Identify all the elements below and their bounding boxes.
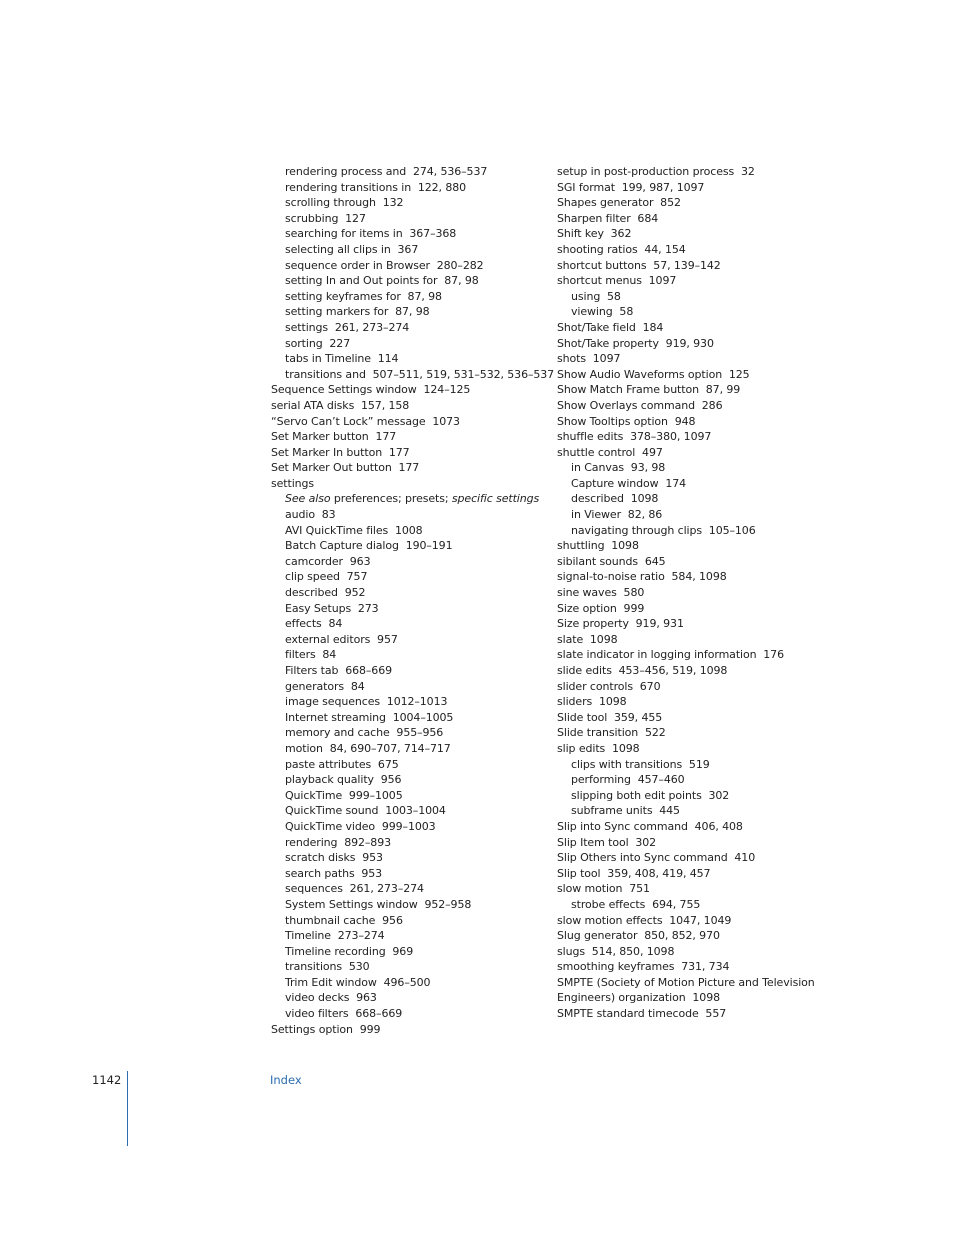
see-also-targets: preferences; presets; [330,492,452,506]
index-entry: slider controls 670 [557,679,661,693]
index-entry: SMPTE standard timecode 557 [557,1007,727,1021]
index-entry: Sequence Settings window 124–125 [271,383,471,397]
index-subentry: effects 84 [285,617,343,631]
index-subentry: image sequences 1012–1013 [285,695,448,709]
index-entry: sliders 1098 [557,695,627,709]
index-entry: Slip into Sync command 406, 408 [557,819,743,833]
index-subentry: clips with transitions 519 [571,757,710,771]
index-subentry: transitions and 507–511, 519, 531–532, 536–537 [285,367,555,381]
index-entry: shots 1097 [557,352,621,366]
index-subentry: camcorder 963 [285,554,371,568]
index-subentry: QuickTime video 999–1003 [285,819,436,833]
index-entry: Show Match Frame button 87, 99 [557,383,741,397]
index-subentry: rendering 892–893 [285,835,391,849]
index-entry: settings [271,476,315,490]
index-subentry: scrubbing 127 [285,211,366,225]
index-subentry: QuickTime sound 1003–1004 [285,804,446,818]
index-subentry [271,491,551,507]
index-entry: Slide transition 522 [557,726,666,740]
index-entry: Slip Others into Sync command 410 [557,851,756,865]
index-entry: Slide tool 359, 455 [557,710,663,724]
index-subentry: using 58 [571,289,621,303]
index-subentry: playback quality 956 [285,773,402,787]
index-subentry: setting In and Out points for 87, 98 [285,274,479,288]
index-entry: Set Marker Out button 177 [271,461,420,475]
index-subentry: performing 457–460 [571,773,685,787]
section-label: Index [270,1073,302,1087]
index-entry: setup in post-production process 32 [557,165,755,178]
index-subentry: thumbnail cache 956 [285,913,403,927]
index-subentry: in Canvas 93, 98 [571,461,666,475]
index-entry: shortcut menus 1097 [557,274,677,288]
index-entry: slip edits 1098 [557,741,640,755]
index-entry: SMPTE (Society of Motion Picture and Television [557,975,815,989]
index-entry: Size property 919, 931 [557,617,684,631]
index-subentry: filters 84 [285,648,337,662]
index-subentry: described 1098 [571,492,659,506]
index-subentry: Trim Edit window 496–500 [285,975,431,989]
index-subentry: memory and cache 955–956 [285,726,444,740]
index-entry: smoothing keyframes 731, 734 [557,960,730,974]
index-subentry: in Viewer 82, 86 [571,508,663,522]
index-entry: Set Marker button 177 [271,430,397,444]
index-subentry: tabs in Timeline 114 [285,352,399,366]
index-subentry: paste attributes 675 [285,757,399,771]
index-subentry: motion 84, 690–707, 714–717 [285,741,451,755]
index-column-right [557,164,827,1022]
index-subentry: Easy Setups 273 [285,601,379,615]
index-entry: slow motion effects 1047, 1049 [557,913,732,927]
index-subentry: clip speed 757 [285,570,368,584]
index-subentry: sequence order in Browser 280–282 [285,258,484,272]
index-column-left [271,164,555,1037]
index-subentry: Capture window 174 [571,476,687,490]
index-entry: shooting ratios 44, 154 [557,242,686,256]
index-subentry: video decks 963 [285,991,377,1005]
index-subentry: scratch disks 953 [285,851,383,865]
index-entry: slugs 514, 850, 1098 [557,944,675,958]
footer-rule [127,1071,128,1146]
index-subentry: described 952 [285,586,366,600]
index-subentry: video filters 668–669 [285,1007,403,1021]
index-entry: Shot/Take property 919, 930 [557,336,714,350]
index-entry: Slug generator 850, 852, 970 [557,929,720,943]
index-entry: Slip Item tool 302 [557,835,657,849]
index-entry: SGI format 199, 987, 1097 [557,180,705,194]
index-subentry: search paths 953 [285,866,383,880]
index-subentry: Filters tab 668–669 [285,664,392,677]
index-entry: Shift key 362 [557,227,632,241]
index-subentry: settings 261, 273–274 [285,320,410,334]
index-entry: shortcut buttons 57, 139–142 [557,258,721,272]
index-subentry: QuickTime 999–1005 [285,788,403,802]
index-entry: Set Marker In button 177 [271,445,410,459]
index-subentry: selecting all clips in 367 [285,242,419,256]
index-subentry: strobe effects 694, 755 [571,897,701,911]
index-entry: Show Audio Waveforms option 125 [557,367,750,381]
index-subentry: AVI QuickTime files 1008 [285,523,423,537]
index-subentry: scrolling through 132 [285,196,404,210]
index-subentry: rendering transitions in 122, 880 [285,180,467,194]
index-subentry: generators 84 [285,679,365,693]
index-entry: Slip tool 359, 408, 419, 457 [557,866,711,880]
index-entry: Show Overlays command 286 [557,398,723,412]
index-subentry: navigating through clips 105–106 [571,523,756,537]
index-entry: shuffle edits 378–380, 1097 [557,430,712,444]
index-entry: Show Tooltips option 948 [557,414,696,428]
index-subentry: searching for items in 367–368 [285,227,457,241]
index-entry: sine waves 580 [557,586,645,600]
index-entry: slow motion 751 [557,882,650,896]
index-entry: slate 1098 [557,632,618,646]
page-number: 1142 [92,1073,122,1087]
index-subentry: subframe units 445 [571,804,680,818]
index-entry: Shot/Take field 184 [557,320,664,334]
index-subentry: sequences 261, 273–274 [285,882,424,896]
index-subentry: audio 83 [285,508,336,522]
index-entry: shuttling 1098 [557,539,639,553]
index-entry: signal-to-noise ratio 584, 1098 [557,570,727,584]
index-subentry: sorting 227 [285,336,351,350]
index-entry: “Servo Can’t Lock” message 1073 [271,414,460,428]
index-entry: slide edits 453–456, 519, 1098 [557,664,728,677]
index-subentry: Timeline recording 969 [285,944,414,958]
index-entry: sibilant sounds 645 [557,554,666,568]
index-subentry: Batch Capture dialog 190–191 [285,539,453,553]
index-subentry: rendering process and 274, 536–537 [285,165,488,178]
index-entry: Size option 999 [557,601,645,615]
index-entry: Engineers) organization 1098 [557,991,720,1005]
index-subentry: transitions 530 [285,960,370,974]
index-subentry: System Settings window 952–958 [285,897,472,911]
index-subentry: slipping both edit points 302 [571,788,730,802]
see-also-specific: specific settings [451,492,540,506]
index-entry: Sharpen filter 684 [557,211,659,225]
index-subentry: external editors 957 [285,632,398,646]
index-subentry: viewing 58 [571,305,634,319]
see-also-label: See also [285,492,331,506]
index-subentry: setting keyframes for 87, 98 [285,289,442,303]
index-entry: Settings option 999 [271,1022,381,1036]
index-subentry: Internet streaming 1004–1005 [285,710,454,724]
index-subentry: Timeline 273–274 [285,929,385,943]
index-entry: Shapes generator 852 [557,196,681,210]
index-entry: shuttle control 497 [557,445,663,459]
index-entry: slate indicator in logging information 176 [557,648,784,662]
index-entry: serial ATA disks 157, 158 [271,398,410,412]
index-subentry: setting markers for 87, 98 [285,305,430,319]
